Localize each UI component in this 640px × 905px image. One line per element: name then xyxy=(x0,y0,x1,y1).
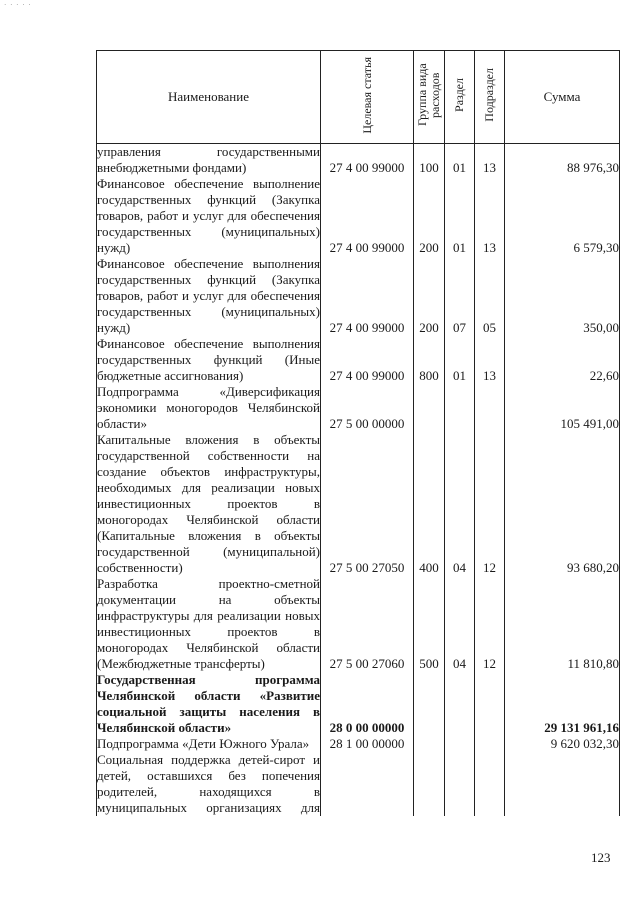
row-section xyxy=(445,736,475,752)
row-group: 800 xyxy=(414,336,445,384)
row-amount: 350,00 xyxy=(505,256,620,336)
row-amount: 29 131 961,16 xyxy=(505,672,620,736)
row-amount: 6 579,30 xyxy=(505,176,620,256)
scan-corner-mark: · · · · · xyxy=(4,1,32,9)
table-row xyxy=(97,576,620,672)
row-name: Социальная поддержка детей-сирот и детей, оставшихся без попечения родителей, находящихся в муниципальных организациях для xyxy=(97,752,320,815)
row-code: 28 1 00 00000 xyxy=(321,736,414,752)
row-group: 200 xyxy=(414,176,445,256)
row-subsection xyxy=(475,736,505,752)
row-name: управления государственными внебюджетными фондами) xyxy=(97,144,320,175)
table-row xyxy=(97,144,620,177)
row-amount: 105 491,00 xyxy=(505,384,620,432)
row-code: 27 5 00 00000 xyxy=(321,384,414,432)
row-subsection: 13 xyxy=(475,336,505,384)
table-row xyxy=(97,752,620,816)
row-amount: 9 620 032,30 xyxy=(505,736,620,752)
row-section: 04 xyxy=(445,576,475,672)
row-code xyxy=(321,752,414,816)
header-group: Группа вида расходов xyxy=(414,51,445,144)
row-section: 01 xyxy=(445,336,475,384)
row-section xyxy=(445,384,475,432)
row-amount: 11 810,80 xyxy=(505,576,620,672)
row-subsection: 12 xyxy=(475,576,505,672)
row-subsection: 05 xyxy=(475,256,505,336)
table-row xyxy=(97,336,620,384)
row-group xyxy=(414,672,445,736)
row-amount: 88 976,30 xyxy=(505,144,620,177)
row-subsection: 12 xyxy=(475,432,505,576)
table-row xyxy=(97,432,620,576)
row-name: Подпрограмма «Диверсификация экономики моногородов Челябинской области» xyxy=(97,384,320,431)
header-code: Целевая статья xyxy=(321,51,414,144)
row-group: 100 xyxy=(414,144,445,177)
row-subsection: 13 xyxy=(475,176,505,256)
header-subsection: Подраздел xyxy=(475,51,505,144)
table-row xyxy=(97,384,620,432)
row-name: Финансовое обеспечение выполнения государственных функций (Иные бюджетные ассигнования) xyxy=(97,336,320,383)
row-section xyxy=(445,672,475,736)
row-code: 27 4 00 99000 xyxy=(321,256,414,336)
header-section: Раздел xyxy=(445,51,475,144)
row-code: 27 4 00 99000 xyxy=(321,144,414,177)
row-subsection: 13 xyxy=(475,144,505,177)
table-row-program xyxy=(97,672,620,736)
row-section: 07 xyxy=(445,256,475,336)
row-amount xyxy=(505,752,620,816)
row-group xyxy=(414,384,445,432)
row-name: Разработка проектно-сметной документации на объекты инфраструктуры для реализации новых инвестиционных проектов в моногородах Челябинской области (Межбюджетные трансферты) xyxy=(97,576,320,671)
row-amount: 22,60 xyxy=(505,336,620,384)
row-subsection xyxy=(475,672,505,736)
row-group: 200 xyxy=(414,256,445,336)
row-subsection xyxy=(475,752,505,816)
page-number: 123 xyxy=(591,850,611,865)
table-row xyxy=(97,176,620,256)
table-row xyxy=(97,736,620,752)
row-subsection xyxy=(475,384,505,432)
header-name: Наименование xyxy=(97,51,321,144)
row-group: 400 xyxy=(414,432,445,576)
table-row xyxy=(97,256,620,336)
row-group xyxy=(414,736,445,752)
budget-table xyxy=(96,50,620,816)
row-name: Финансовое обеспечение выполнение государственных функций (Закупка товаров, работ и услуг для обеспечения государственных (муниципальных) нужд) xyxy=(97,176,320,255)
row-code: 27 4 00 99000 xyxy=(321,176,414,256)
row-amount: 93 680,20 xyxy=(505,432,620,576)
row-name: Подпрограмма «Дети Южного Урала» xyxy=(97,736,321,752)
row-section: 04 xyxy=(445,432,475,576)
row-code: 27 4 00 99000 xyxy=(321,336,414,384)
table-header-row xyxy=(97,51,620,144)
row-group: 500 xyxy=(414,576,445,672)
row-section: 01 xyxy=(445,144,475,177)
row-code: 27 5 00 27050 xyxy=(321,432,414,576)
row-name: Капитальные вложения в объекты государственной собственности на создание объектов инфраструктуры, необходимых для реализации новых инвестиционных проектов в моногородах Челябинской области (Капитальные вложения в объекты государственной (муниципальной) собственности) xyxy=(97,432,320,575)
row-section xyxy=(445,752,475,816)
row-section: 01 xyxy=(445,176,475,256)
row-code: 28 0 00 00000 xyxy=(321,672,414,736)
header-amount: Сумма xyxy=(505,51,620,144)
row-name: Финансовое обеспечение выполнения государственных функций (Закупка товаров, работ и услуг для обеспечения государственных (муниципальных) нужд) xyxy=(97,256,320,335)
row-name: Государственная программа Челябинской области «Развитие социальной защиты населения в Челябинской области» xyxy=(97,672,320,735)
row-code: 27 5 00 27060 xyxy=(321,576,414,672)
row-group xyxy=(414,752,445,816)
